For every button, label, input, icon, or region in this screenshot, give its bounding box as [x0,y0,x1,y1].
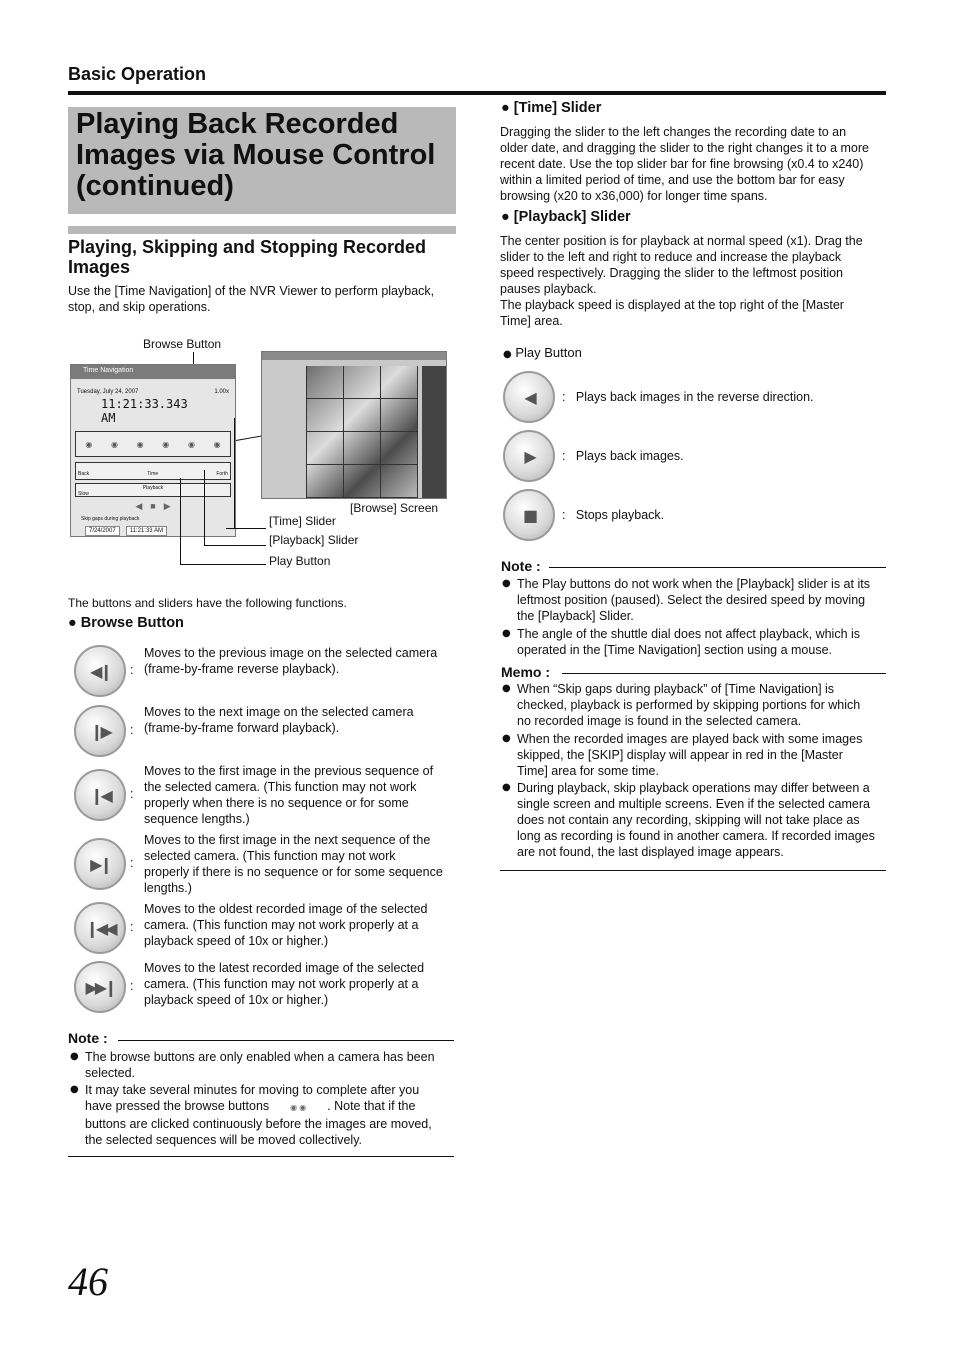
browse-screen-thumbnail [261,351,447,499]
text-line: leftmost position (paused). Select the desired speed by moving [517,593,866,607]
mini-button-icon[interactable]: ◉ [162,439,170,449]
play-item-text: : Plays back images in the reverse direction. [562,390,814,404]
colon: : [130,856,134,870]
text-line: no recorded image is found in the selected camera. [517,714,802,728]
text-line: The playback speed is displayed at the top right of the [Master [500,298,844,312]
leader-line [204,545,266,546]
forth-label: Forth [216,471,228,477]
text-line: ● It may take several minutes for moving to complete after you [85,1083,420,1097]
figure-label-time-slider: [Time] Slider [269,514,336,528]
figure-label-play-button: Play Button [269,554,331,568]
note-heading: Note : [501,558,541,574]
text-line: lengths.) [144,881,192,895]
play-item-text: : Plays back images. [562,449,684,463]
mini-button-icon[interactable]: ◉ [187,439,195,449]
play-button-heading [503,345,582,363]
icon-glyph: ◀ [524,387,534,407]
browse-item [74,769,126,821]
text-line: checked, playback is performed by skipping portions for which [517,698,861,712]
text-line: selected. [85,1066,136,1080]
leader-line [234,418,235,528]
date-time-fields [71,526,235,536]
text-line: skipped, the [SKIP] display will appear in red in the [Master [517,748,843,762]
heading-text: Play Button [515,345,582,360]
browse-item-text [144,901,428,949]
text-line: single screen and multiple screens. Even if the selected camera [517,797,870,811]
memo-heading: Memo : [501,664,550,680]
mini-button-icon[interactable]: ◉ [85,439,93,449]
text-line: Time] area for some time. [517,764,659,778]
text-line: camera. (This function may not work properly at a [144,918,419,932]
heading-text: [Time] Slider [513,100,602,116]
date-row [71,379,235,395]
text-line: within a limited period of time, and use the bottom bar for easy [500,173,845,187]
text-line: does not contain any recording, skipping will not take place as [517,813,860,827]
text-line: Moves to the first image in the next sequence of the [144,833,431,847]
leader-line [180,478,181,564]
section-title: Basic Operation [68,64,207,84]
intro-line: Use the [Time Navigation] of the NVR Viewer to perform playback, [68,284,435,298]
text-line: long as recording is found in another camera. If recorded images [517,829,875,843]
text-line: Plays back images in the reverse direction. [575,390,814,404]
playback-slider-text [500,233,886,329]
title-line: (continued) [76,170,234,202]
time-navigation-window [70,364,236,537]
note-item [500,626,888,658]
play-item [503,489,555,541]
playback-slider-mini[interactable] [75,483,231,497]
browse-item [74,961,126,1013]
title-line: Images via Mouse Control [76,139,436,171]
note-item [68,1049,458,1081]
browse-item-text [144,763,433,827]
mini-reverse-icon[interactable]: ◀ [135,501,143,511]
text-segment: have pressed the browse buttons [85,1099,270,1113]
text-line: speed respectively. Dragging the slider to the leftmost position [500,266,844,280]
icon-glyph: ▶▶❙ [85,977,115,997]
date-field[interactable]: 7/24/2007 [85,526,120,536]
section-end-rule [68,1156,454,1157]
inline-browse-icons: ◉ ◉ [290,1103,307,1112]
text-segment: . Note that if the [327,1099,416,1113]
playback-slider-heading: ● [Playback] Slider [501,209,631,225]
time-slider-mini[interactable] [75,462,231,480]
leader-line [204,470,205,545]
mini-button-icon[interactable]: ◉ [136,439,144,449]
memo-item [500,681,888,729]
text-line: selected camera. (This function may not work [144,849,396,863]
note-rule [549,567,886,568]
text-line: camera. (This function may not work properly at a [144,977,419,991]
note-list [68,1049,458,1148]
browse-item [74,838,126,890]
icon-glyph: ❙◀ [90,785,110,805]
text-line: recent date. Use the top slider bar for fine browsing (x0.4 to x240) [500,157,864,171]
text-line: pauses playback. [500,282,597,296]
subheading-line: Images [68,257,131,277]
text-line: Dragging the slider to the left changes the recording date to an [500,125,847,139]
text-line: ● During playback, skip playback operations may differ between a [517,781,870,795]
text-line: ● The browse buttons are only enabled when a camera has been [85,1050,435,1064]
note-rule [118,1040,454,1041]
icon-glyph: ❙▶ [90,721,110,741]
colon: : [130,723,134,737]
browse-item-text [144,704,414,736]
play-item [503,371,555,423]
text-line: playback speed of 10x or higher.) [144,934,329,948]
colon: : [130,787,134,801]
memo-item [500,731,888,779]
play-item [503,430,555,482]
text-line: buttons are clicked continuously before the images are moved, [85,1117,432,1131]
text-line [85,1098,458,1116]
text-line: Moves to the next image on the selected camera [144,705,414,719]
mini-stop-icon[interactable]: ■ [150,501,156,511]
mini-button-icon[interactable]: ◉ [213,439,221,449]
subheading [68,237,458,277]
text-line: Time] area. [500,314,563,328]
note-heading: Note : [68,1030,108,1046]
memo-rule [562,673,886,674]
memo-item [500,780,888,860]
browse-screen-toolbar [262,352,446,360]
subheading-bar [68,226,456,234]
text-line: the selected sequences will be moved collectively. [85,1133,362,1147]
note-list [500,576,888,658]
memo-list [500,681,888,860]
colon: : [130,979,134,993]
icon-glyph: ◀❙ [90,661,110,681]
text-line: browsing (x20 to x36,000) for longer time spans. [500,189,768,203]
text-line: Moves to the oldest recorded image of the selected [144,902,428,916]
heading-text: [Playback] Slider [513,209,631,225]
browse-item-text [144,645,437,677]
mini-button-icon[interactable]: ◉ [110,439,118,449]
page-title [68,107,456,214]
intro-line: stop, and skip operations. [68,300,211,314]
time-display: 11:21:33.343 AM [101,397,188,425]
icon-glyph: ▶❙ [90,854,110,874]
functions-note: The buttons and sliders have the following functions. [68,596,347,610]
section-end-rule [500,870,886,871]
text-line: ● When the recorded images are played back with some images [517,732,863,746]
play-icon [503,430,555,482]
text-line: are not found, the last displayed image appears. [517,845,784,859]
text-line: Moves to the first image in the previous sequence of [144,764,434,778]
text-line: The center position is for playback at normal speed (x1). Drag the [500,234,863,248]
slow-label: Slow [78,491,89,497]
figure-label-playback-slider: [Playback] Slider [269,533,359,547]
playback-label: Playback [142,485,164,491]
text-line: ● The angle of the shuttle dial does not affect playback, which is [517,627,861,641]
leader-line [180,564,266,565]
text-line: Moves to the latest recorded image of the selected [144,961,425,975]
browse-heading: ● Browse Button [68,615,184,631]
time-slider-text [500,124,886,204]
figure-label-browse-screen: [Browse] Screen [350,501,439,515]
intro-text [68,283,458,315]
title-line: Playing Back Recorded [76,108,399,140]
back-label: Back [78,471,90,477]
browse-item [74,645,126,697]
browse-button-bar [75,431,231,457]
text-line: slider to the left and right to reduce and increase the playback [500,250,842,264]
colon: : [130,663,134,677]
frame-forward-icon [74,705,126,757]
previous-sequence-icon [74,769,126,821]
leader-line [226,528,266,529]
colon: : [130,920,134,934]
browse-item [74,705,126,757]
skip-checkbox[interactable]: Skip gaps during playback [81,516,140,522]
text-line: properly if there is no sequence or for some sequence [144,865,443,879]
icon-glyph: ■ [522,505,536,525]
browse-item-text [144,960,424,1008]
text-line: the selected camera. (This function may not work [144,780,417,794]
text-line: playback speed of 10x or higher.) [144,993,329,1007]
stop-icon [503,489,555,541]
text-line: properly when there is no sequence or for some [144,796,409,810]
browse-heading-text: Browse Button [80,615,184,631]
browse-item [74,902,126,954]
play-item-text: : Stops playback. [562,508,665,522]
date-text: Tuesday, July 24, 2007 [77,389,139,395]
time-slider-heading: ● [Time] Slider [501,100,602,116]
note-item [500,576,888,624]
timeline-panel [422,366,446,498]
mini-play-icon[interactable]: ▶ [163,501,171,511]
text-line: older date, and dragging the slider to the right changes it to a more [500,141,869,155]
camera-grid [306,366,418,498]
text-line: Moves to the previous image on the selected camera [144,646,438,660]
text-line: sequence lengths.) [144,812,250,826]
text-line: the [Playback] Slider. [517,609,634,623]
window-title: Time Navigation [71,365,235,379]
text-line: (frame-by-frame forward playback). [144,721,340,735]
bullet-icon: ● [503,349,512,360]
frame-reverse-icon [74,645,126,697]
time-field[interactable]: 11:21:33 AM [126,526,167,536]
text-line: (frame-by-frame reverse playback). [144,662,340,676]
text-line: ● The Play buttons do not work when the [Playback] slider is at its [517,577,870,591]
time-label: Time [147,471,159,477]
icon-glyph: ▶ [524,446,534,466]
browse-item-text [144,832,443,896]
next-sequence-icon [74,838,126,890]
text-line: ● When “Skip gaps during playback” of [Time Navigation] is [517,682,835,696]
text-line: Plays back images. [575,449,684,463]
figure-label-browse-button: Browse Button [143,337,222,351]
icon-glyph: ❙◀◀ [85,918,115,938]
latest-image-icon [74,961,126,1013]
oldest-image-icon [74,902,126,954]
speed-text: 1.00x [214,389,229,395]
text-line: Stops playback. [575,508,665,522]
page-number: 46 [68,1259,108,1304]
subheading-line: Playing, Skipping and Stopping Recorded [68,237,427,257]
header-rule [68,91,886,95]
reverse-play-icon [503,371,555,423]
text-line: operated in the [Time Navigation] section using a mouse. [517,643,832,657]
note-item [68,1082,458,1148]
mini-play-buttons [71,501,235,512]
